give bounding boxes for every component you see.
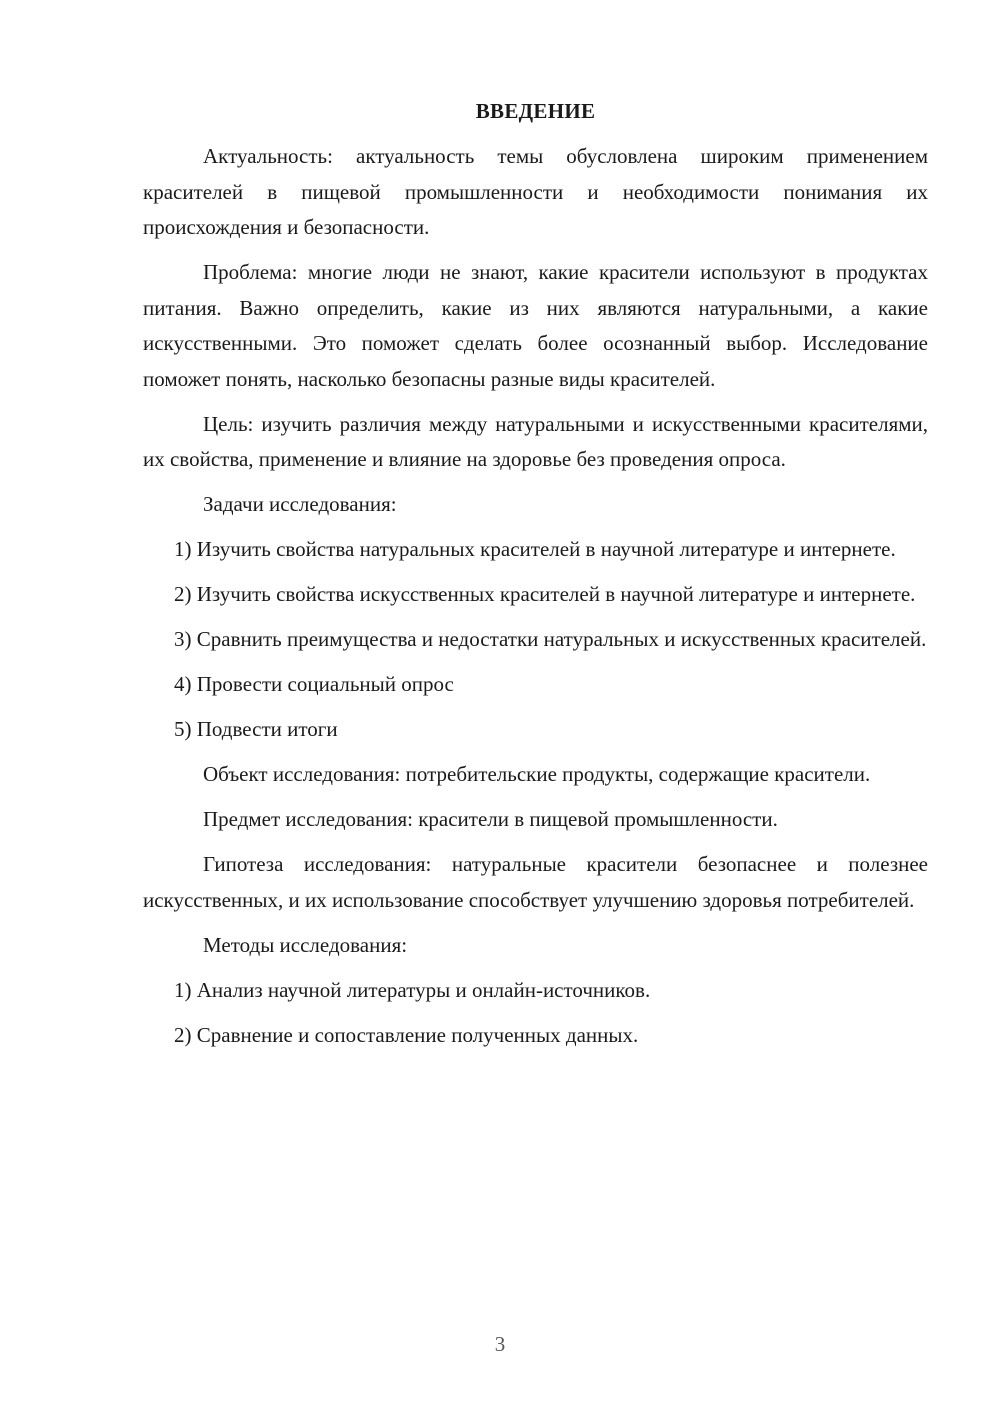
method-item-2: 2) Сравнение и сопоставление полученных данных. (174, 1022, 639, 1047)
page-number: 3 (494, 1332, 506, 1356)
task-item-3: 3) Сравнить преимущества и недостатки натуральных и искусственных красителей. (174, 627, 927, 651)
document-page (143, 94, 928, 1063)
task-item-1: 1) Изучить свойства натуральных красителей в научной литературе и интернете. (174, 537, 896, 561)
hypothesis-paragraph: Гипотеза исследования: натуральные красители безопаснее и полезнее искусственных, и их использование способствует улучшению здоровья потребителей. (143, 852, 928, 912)
goal-paragraph: Цель: изучить различия между натуральными и искусственными красителями, их свойства, применение и влияние на здоровье без проведения опроса. (143, 411, 928, 471)
problem-paragraph: Проблема: многие люди не знают, какие красители используют в продуктах питания. Важно определить, какие из них являются натуральными, а какие искусственными. Это поможет сделать более осознанный выбор. Исследование поможет понять, насколько безопасны разные виды красителей. (143, 260, 928, 391)
page-title: ВВЕДЕНИЕ (475, 99, 596, 123)
object-paragraph: Объект исследования: потребительские продукты, содержащие красители. (203, 762, 871, 786)
method-item-1: 1) Анализ научной литературы и онлайн-источников. (174, 977, 651, 1002)
subject-paragraph: Предмет исследования: красители в пищевой промышленности. (203, 807, 778, 831)
tasks-title: Задачи исследования: (203, 492, 397, 516)
methods-title: Методы исследования: (203, 932, 408, 957)
task-item-2: 2) Изучить свойства искусственных красителей в научной литературе и интернете. (174, 582, 916, 606)
relevance-paragraph: Актуальность: актуальность темы обусловлена широким применением красителей в пищевой промышленности и необходимости понимания их происхождения и безопасности. (143, 144, 928, 239)
task-item-5: 5) Подвести итоги (174, 717, 338, 741)
task-item-4: 4) Провести социальный опрос (174, 672, 454, 696)
